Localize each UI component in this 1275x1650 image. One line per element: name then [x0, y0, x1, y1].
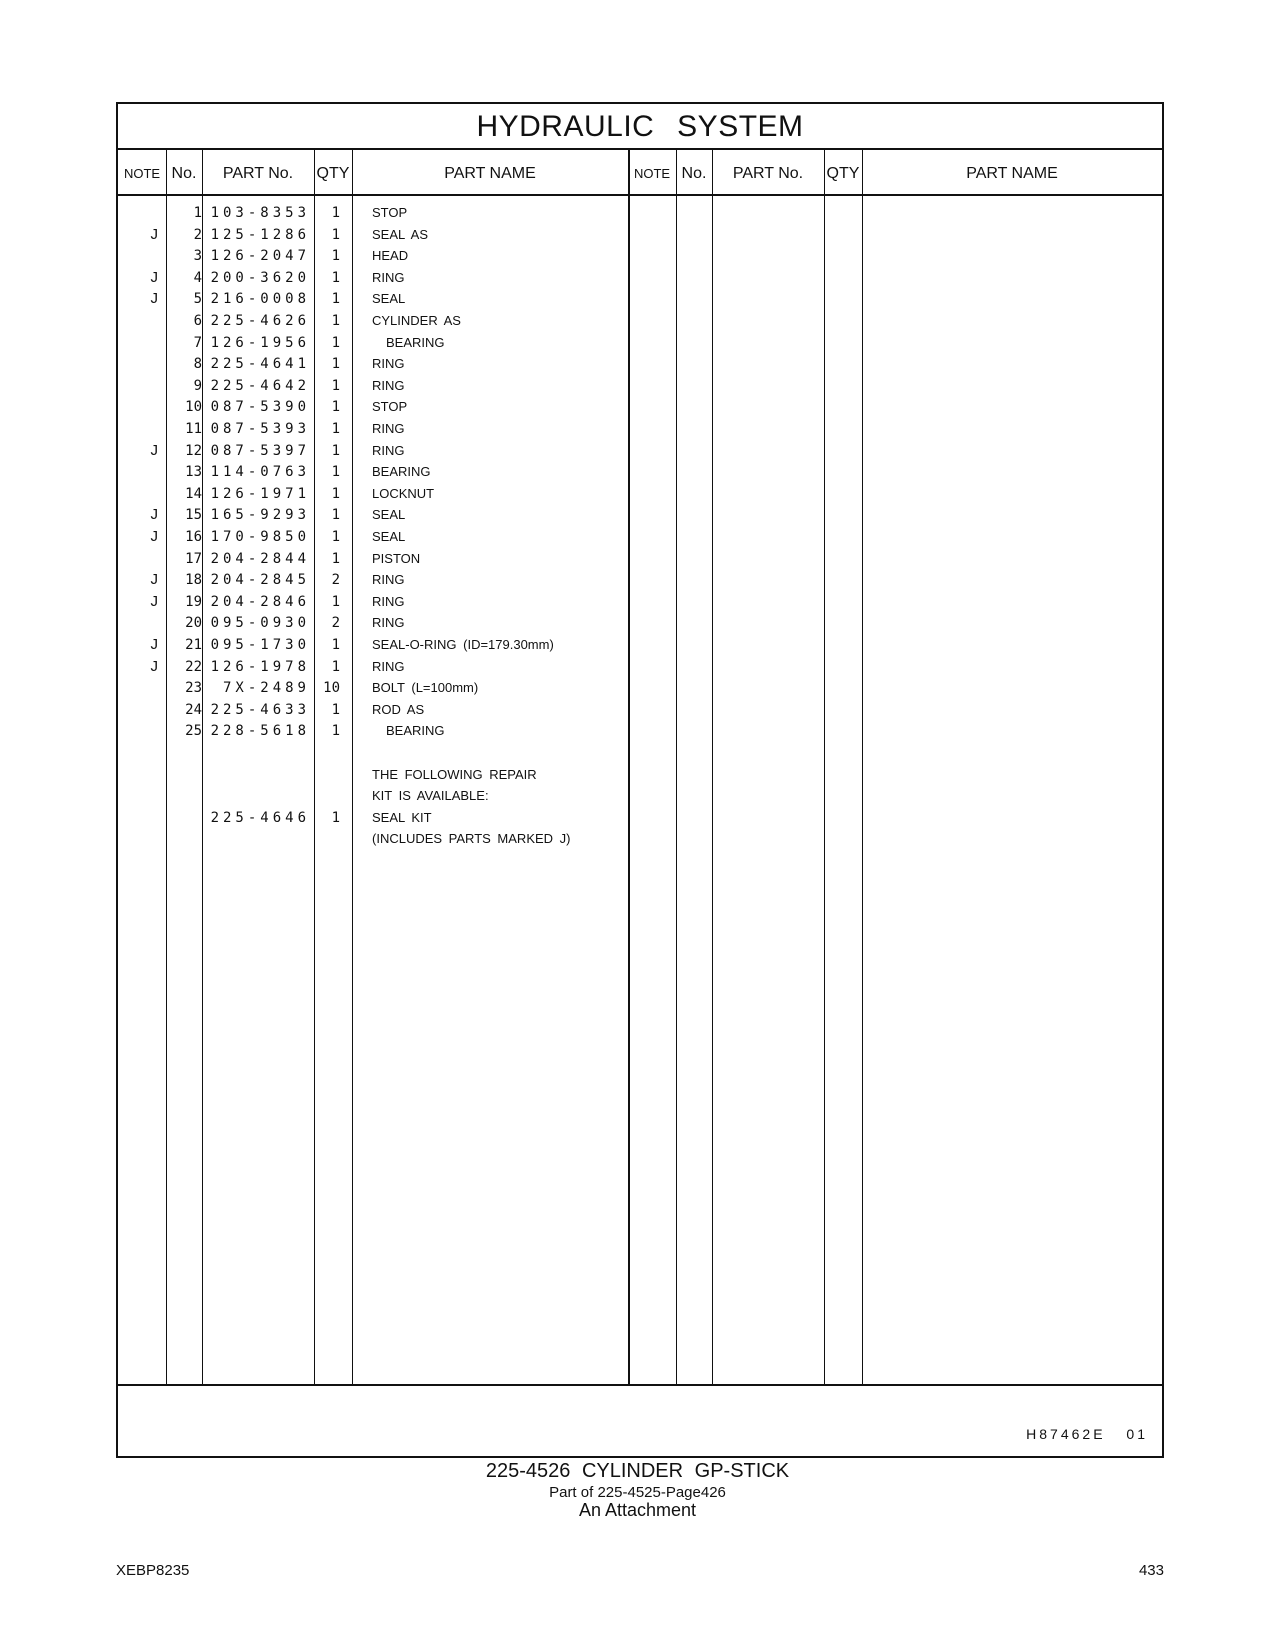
row-part-number: 225-4642: [210, 377, 310, 394]
table-row: [118, 483, 678, 505]
row-quantity: 1: [331, 291, 340, 308]
row-quantity: 1: [331, 226, 340, 243]
table-row: [118, 656, 678, 678]
table-row: [118, 332, 678, 354]
row-part-number: 7X-2489: [222, 680, 310, 697]
row-quantity: 1: [331, 550, 340, 567]
page-number: 433: [1138, 1562, 1164, 1579]
row-note: [118, 461, 164, 483]
header-no-right: No.: [681, 165, 707, 182]
row-item-number: 3: [193, 248, 202, 265]
row-item-number: 7: [193, 334, 202, 351]
row-part-name: RING: [372, 572, 405, 588]
caption-title: 225-4526 CYLINDER GP-STICK: [485, 1460, 790, 1482]
row-part-number: [198, 764, 310, 786]
row-note: [118, 548, 164, 570]
row-part-number: 200-3620: [210, 269, 310, 286]
row-note: J: [150, 268, 158, 286]
table-row: [118, 396, 678, 418]
row-part-name: SEAL: [372, 507, 406, 523]
row-part-name: BEARING: [386, 723, 445, 739]
caption-attachment: An Attachment: [578, 1500, 697, 1520]
row-item-number: [168, 785, 202, 807]
row-quantity: 1: [331, 334, 340, 351]
section-title: HYDRAULIC SYSTEM: [476, 110, 804, 143]
row-item-number: 17: [185, 550, 202, 567]
row-note: [118, 764, 164, 786]
row-item-number: 10: [185, 399, 202, 416]
table-row: [118, 785, 678, 807]
row-part-number: 204-2846: [210, 593, 310, 610]
row-quantity: 1: [331, 658, 340, 675]
row-item-number: 20: [185, 615, 202, 632]
row-item-number: 24: [185, 701, 202, 718]
row-part-number: 126-1971: [210, 485, 310, 502]
row-item-number: [168, 742, 202, 764]
table-row: [118, 375, 678, 397]
table-row: [118, 461, 678, 483]
row-part-name: RING: [372, 377, 405, 393]
row-note: J: [150, 636, 158, 653]
row-item-number: 6: [193, 313, 202, 329]
row-part-number: 126-2047: [210, 248, 310, 265]
row-part-name: KIT IS AVAILABLE:: [372, 788, 489, 804]
row-part-name: RING: [372, 269, 405, 285]
row-part-number: 126-1978: [210, 658, 310, 675]
row-item-number: 15: [185, 507, 202, 524]
row-note: [118, 785, 164, 807]
row-quantity: 1: [331, 205, 340, 221]
row-quantity: 1: [331, 593, 340, 610]
header-no-left: No.: [171, 165, 197, 182]
table-row: [118, 202, 678, 224]
row-item-number: 4: [193, 269, 202, 286]
row-note: [118, 245, 164, 267]
row-part-name: (INCLUDES PARTS MARKED J): [372, 831, 571, 847]
row-quantity: 1: [331, 637, 340, 653]
row-note: [118, 310, 164, 332]
row-part-name: SEAL-O-RING (ID=179.30mm): [372, 637, 554, 652]
table-row: [118, 353, 678, 375]
row-part-number: 225-4626: [210, 313, 310, 329]
document-code: XEBP8235: [116, 1562, 190, 1579]
row-part-number: [198, 828, 310, 850]
row-part-number: 225-4633: [210, 701, 310, 718]
row-part-number: 126-1956: [210, 334, 310, 351]
table-row: [118, 267, 678, 289]
row-part-number: 103-8353: [210, 205, 310, 221]
row-item-number: 12: [185, 442, 202, 459]
row-note: J: [150, 571, 158, 589]
row-quantity: 1: [331, 421, 340, 437]
row-item-number: [168, 764, 202, 786]
row-part-number: 095-1730: [210, 637, 310, 653]
row-part-number: [198, 742, 310, 764]
row-item-number: 16: [185, 529, 202, 545]
table-row: [118, 288, 678, 310]
row-part-name: BEARING: [372, 464, 431, 480]
table-row: [118, 699, 678, 721]
table-row: [118, 504, 678, 526]
row-quantity: 1: [331, 269, 340, 286]
header-qty-right: QTY: [826, 165, 860, 182]
row-part-number: 216-0008: [210, 291, 310, 308]
row-item-number: 13: [185, 464, 202, 481]
row-note: [118, 202, 164, 224]
row-part-number: 225-4641: [210, 356, 310, 373]
caption-subtitle: Part of 225-4525-Page426: [549, 1484, 726, 1501]
row-quantity: 1: [331, 529, 340, 545]
row-note: [118, 332, 164, 354]
row-part-name: HEAD: [372, 248, 409, 264]
row-part-number: 125-1286: [210, 226, 310, 243]
row-item-number: [168, 828, 202, 850]
table-row: [118, 764, 678, 786]
table-row: [118, 418, 678, 440]
reference-code: H87462E 01: [1026, 1426, 1148, 1442]
row-item-number: 8: [193, 356, 202, 373]
row-note: [118, 396, 164, 418]
row-part-number: 087-5393: [210, 421, 310, 437]
row-part-name: [372, 742, 672, 764]
row-note: J: [150, 506, 158, 524]
row-part-number: 087-5397: [210, 442, 310, 459]
row-part-name: STOP: [372, 205, 408, 220]
row-part-name: SEAL: [372, 291, 406, 307]
row-quantity: 2: [331, 572, 340, 589]
row-part-number: 225-4646: [210, 809, 310, 826]
row-quantity: 1: [331, 377, 340, 394]
row-note: [118, 483, 164, 505]
row-note: J: [150, 290, 158, 308]
row-quantity: 1: [331, 507, 340, 524]
row-part-name: RING: [372, 442, 405, 458]
row-quantity: [306, 764, 340, 786]
table-row: [118, 807, 678, 829]
header-qty-left: QTY: [316, 165, 350, 182]
table-row: [118, 440, 678, 462]
header-part-name-left: PART NAME: [444, 165, 536, 182]
row-note: [118, 353, 164, 375]
row-part-name: RING: [372, 615, 405, 631]
row-quantity: 1: [331, 248, 340, 265]
header-part-name-right: PART NAME: [966, 165, 1058, 182]
row-note: [118, 699, 164, 721]
row-note: [118, 720, 164, 742]
row-item-number: 9: [193, 377, 202, 394]
row-note: [118, 375, 164, 397]
row-part-name: SEAL AS: [372, 226, 428, 242]
row-part-number: 095-0930: [210, 615, 310, 632]
row-note: [118, 418, 164, 440]
row-item-number: 21: [185, 637, 202, 653]
row-quantity: [306, 785, 340, 807]
row-part-name: RING: [372, 658, 405, 674]
row-item-number: 19: [185, 593, 202, 610]
table-row: [118, 310, 678, 332]
row-note: [118, 807, 164, 829]
parts-table-frame: [116, 102, 1164, 1458]
row-part-name: RING: [372, 593, 405, 609]
row-part-name: SEAL KIT: [372, 809, 432, 825]
table-row: [118, 828, 678, 850]
row-note: [118, 677, 164, 699]
table-row: [118, 569, 678, 591]
row-part-name: CYLINDER AS: [372, 313, 461, 328]
row-note: J: [150, 441, 158, 459]
row-part-number: 165-9293: [210, 507, 310, 524]
row-quantity: 1: [331, 313, 340, 329]
row-quantity: 1: [331, 485, 340, 502]
column-divider: [862, 150, 863, 1386]
row-part-number: 204-2844: [210, 550, 310, 567]
column-divider: [712, 150, 713, 1386]
row-quantity: 1: [331, 723, 340, 740]
header-note-right: NOTE: [633, 166, 671, 181]
row-quantity: [306, 828, 340, 850]
header-part-no-right: PART No.: [732, 165, 804, 182]
table-row: [118, 245, 678, 267]
row-part-number: [198, 785, 310, 807]
row-part-name: BOLT (L=100mm): [372, 680, 479, 696]
row-quantity: 2: [331, 615, 340, 632]
row-quantity: 1: [331, 701, 340, 718]
title-divider: [118, 148, 1162, 150]
row-part-number: 204-2845: [210, 572, 310, 589]
header-divider: [118, 194, 1162, 196]
row-note: [118, 612, 164, 634]
row-note: J: [150, 657, 158, 675]
row-item-number: 2: [193, 226, 202, 243]
row-part-name: LOCKNUT: [372, 485, 435, 501]
row-quantity: 1: [331, 809, 340, 826]
row-part-name: RING: [372, 421, 405, 436]
column-divider: [824, 150, 825, 1386]
footer-divider: [118, 1384, 1162, 1386]
table-row: [118, 591, 678, 613]
table-row: [118, 612, 678, 634]
row-note: J: [150, 592, 158, 610]
row-part-name: PISTON: [372, 550, 421, 566]
row-quantity: 1: [331, 356, 340, 373]
row-note: [118, 828, 164, 850]
row-quantity: 1: [331, 442, 340, 459]
row-part-name: THE FOLLOWING REPAIR: [372, 766, 537, 782]
row-item-number: 5: [193, 291, 202, 308]
row-quantity: 1: [331, 399, 340, 416]
header-note-left: NOTE: [123, 166, 161, 181]
row-part-number: 228-5618: [210, 723, 310, 740]
row-item-number: 23: [185, 680, 202, 697]
row-part-number: 114-0763: [210, 464, 310, 481]
row-part-name: ROD AS: [372, 701, 425, 717]
row-item-number: 14: [185, 485, 202, 502]
row-quantity: 10: [323, 680, 340, 697]
table-row: [118, 742, 678, 764]
table-row: [118, 526, 678, 548]
row-note: [118, 742, 164, 764]
row-part-number: 170-9850: [210, 529, 310, 545]
row-note: J: [150, 225, 158, 243]
row-item-number: 18: [185, 572, 202, 589]
row-item-number: 25: [185, 723, 202, 740]
row-item-number: 1: [193, 205, 202, 221]
row-item-number: 22: [185, 658, 202, 675]
table-row: [118, 634, 678, 656]
header-part-no-left: PART No.: [222, 165, 294, 182]
row-part-name: SEAL: [372, 529, 406, 544]
row-quantity: [306, 742, 340, 764]
row-part-number: 087-5390: [210, 399, 310, 416]
row-note: J: [150, 528, 158, 545]
table-row: [118, 677, 678, 699]
row-part-name: RING: [372, 356, 405, 372]
table-row: [118, 720, 678, 742]
row-part-name: STOP: [372, 399, 408, 415]
row-quantity: 1: [331, 464, 340, 481]
table-row: [118, 548, 678, 570]
row-part-name: BEARING: [386, 334, 445, 350]
row-item-number: 11: [185, 421, 202, 437]
table-row: [118, 224, 678, 246]
row-item-number: [168, 807, 202, 829]
